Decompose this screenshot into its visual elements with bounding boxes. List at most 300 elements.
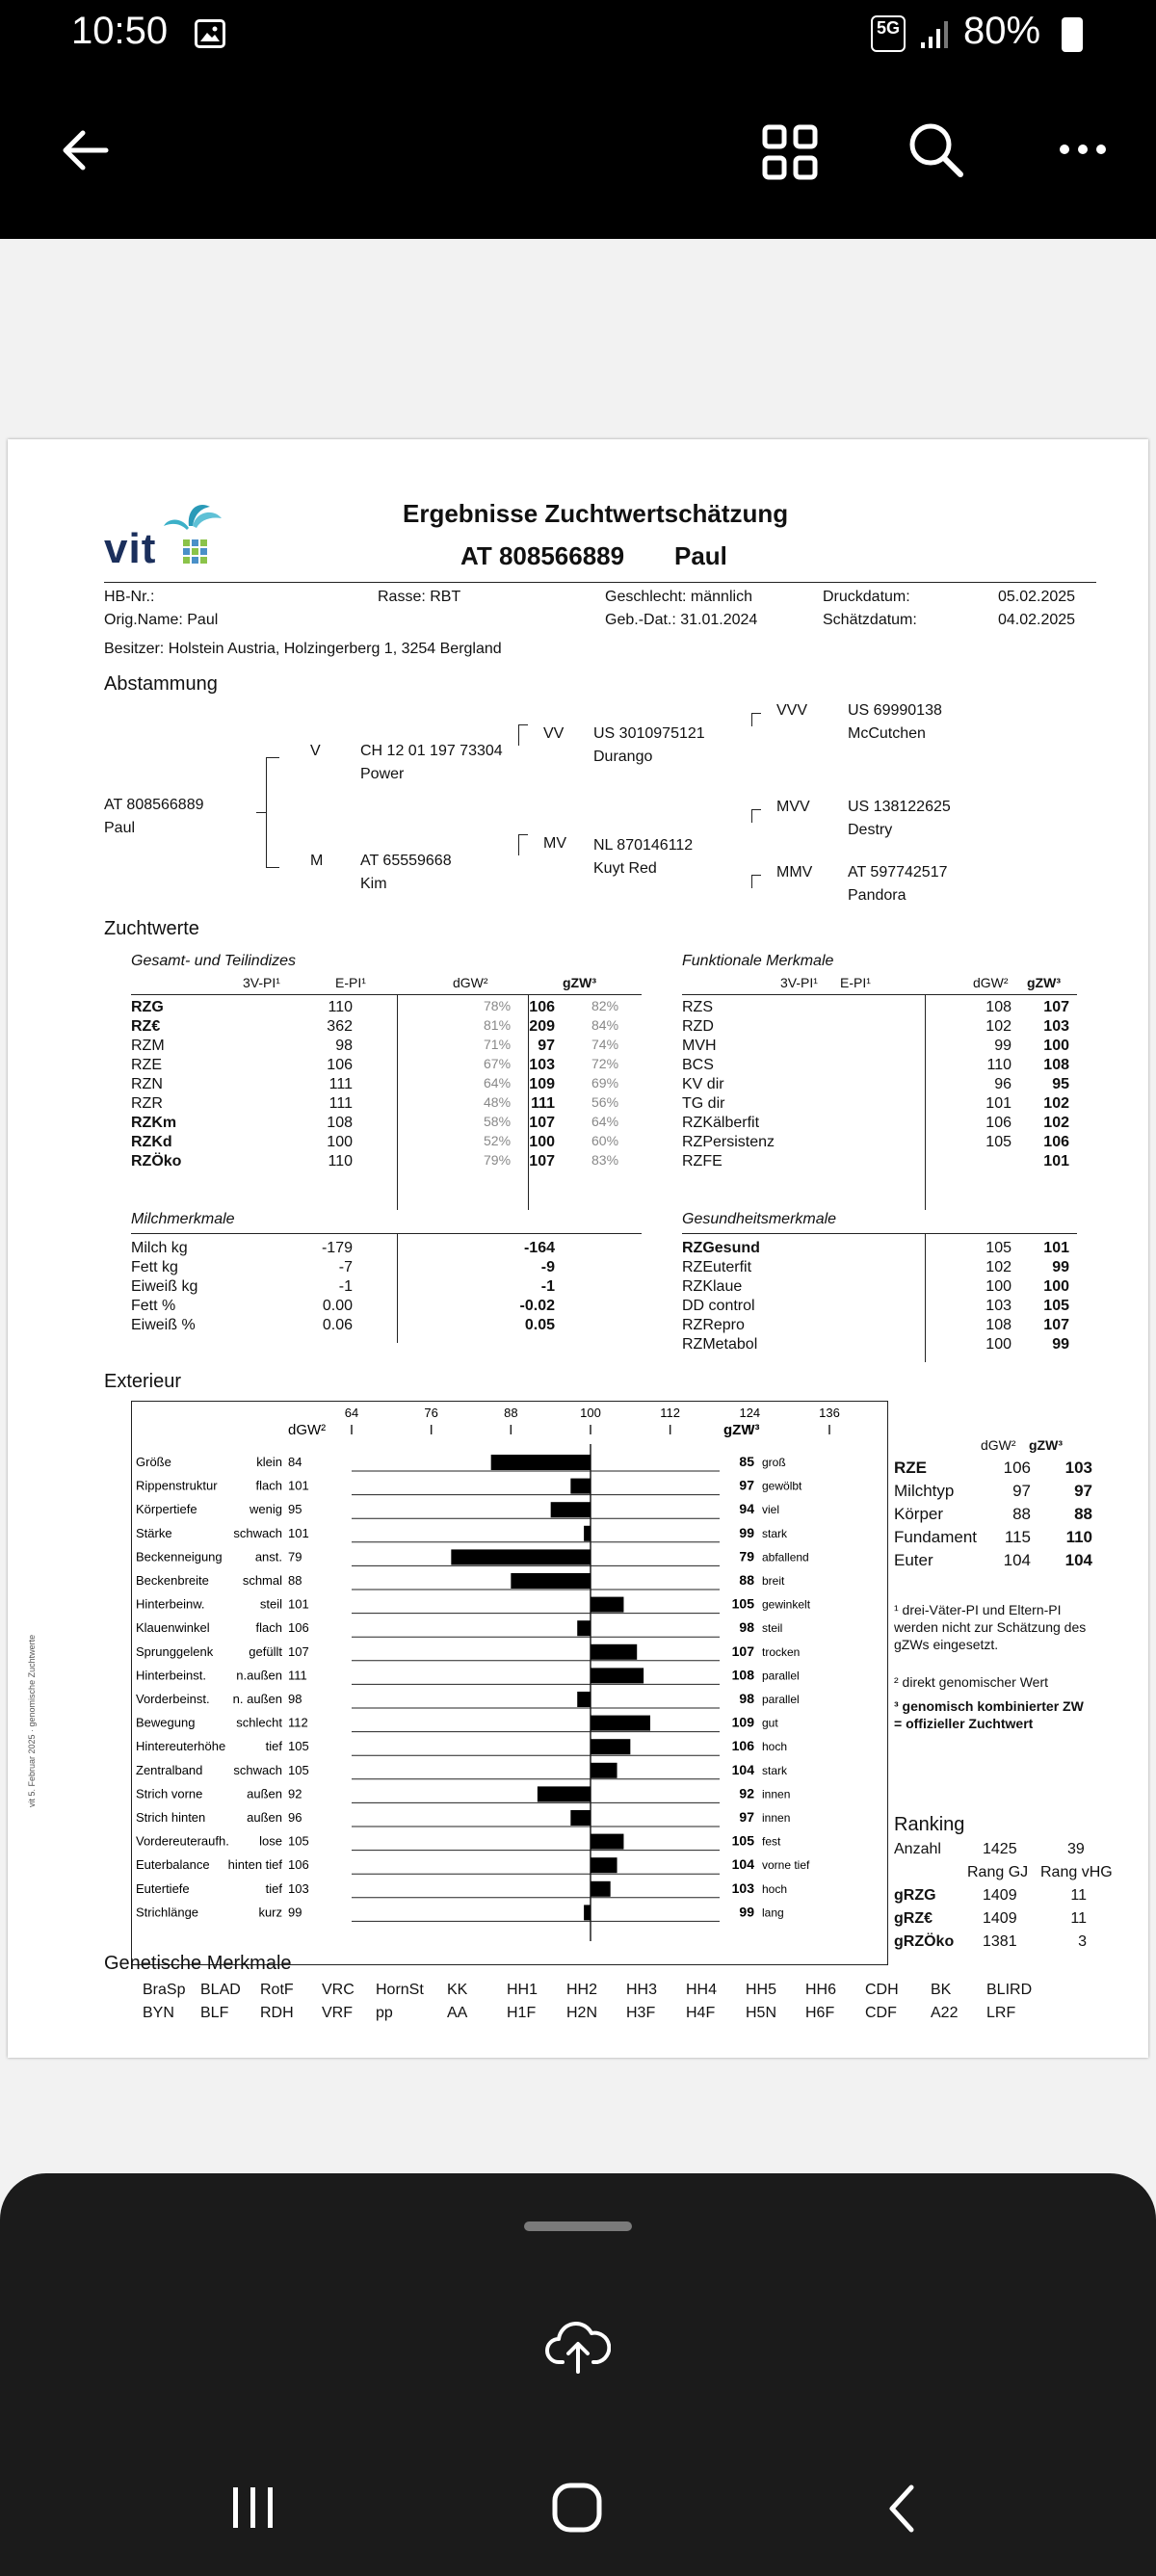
druckdatum-label: Druckdatum:	[823, 589, 910, 605]
milch-row	[131, 1297, 642, 1316]
milch-gzw: -9	[540, 1259, 555, 1275]
ext-gzw: 85	[739, 1454, 754, 1469]
schaetzdatum: 04.02.2025	[998, 612, 1076, 628]
doc-title: Ergebnisse Zuchtwertschätzung	[403, 499, 789, 528]
genetic-code: H3F	[626, 2005, 656, 2021]
funk-name: BCS	[682, 1057, 714, 1073]
pedigree-m-label: M	[310, 853, 324, 869]
gesamt-dgw: 111	[328, 1076, 353, 1092]
ext-sum-h-gzw: gZW³	[1029, 1437, 1063, 1453]
ranking-row	[894, 1932, 1096, 1956]
gesamt-gzw: 107	[529, 1153, 555, 1170]
ranking-name: gRZÖko	[894, 1933, 955, 1950]
milch-gzw: -0.02	[519, 1298, 555, 1314]
gesamt-dgw-rel: 64%	[484, 1075, 512, 1091]
milch-dgw: 0.00	[322, 1298, 353, 1314]
gesamt-dgw: 98	[335, 1038, 353, 1054]
funk-name: RZS	[682, 999, 713, 1015]
ext-h-dgw: dGW²	[288, 1422, 327, 1438]
funk-row	[682, 1152, 1077, 1171]
logo-text: vit	[104, 525, 157, 572]
ext-dgw: 101	[288, 1596, 309, 1612]
ranking-vhg: 11	[1070, 1887, 1087, 1904]
ext-trait-name: Sprunggelenk	[136, 1643, 214, 1659]
milch-dgw: 0.06	[322, 1317, 353, 1333]
milch-table	[131, 1239, 642, 1335]
ext-axis-label: 64	[344, 1406, 359, 1420]
funk-dgw: 108	[985, 999, 1012, 1015]
pedigree-mmv-id: AT 597742517	[848, 864, 948, 881]
ext-gzw: 99	[739, 1904, 754, 1920]
gesamt-h-3vpi: 3V-PI¹	[243, 975, 280, 990]
ranking-anzahl: 1425	[983, 1841, 1017, 1857]
ranking-gj: 1409	[983, 1887, 1017, 1904]
gesamt-gzw-rel: 56%	[591, 1094, 619, 1110]
genetic-code: pp	[376, 2005, 393, 2021]
ext-dgw: 84	[288, 1455, 302, 1469]
ext-trait-name: Bewegung	[136, 1715, 196, 1730]
more-options-icon[interactable]	[1058, 143, 1108, 161]
home-icon[interactable]	[551, 2482, 605, 2540]
genetic-code: VRF	[322, 2005, 353, 2021]
gesund-dgw: 108	[985, 1317, 1012, 1333]
gesamt-row	[131, 998, 642, 1017]
gesund-row	[682, 1297, 1077, 1316]
gesamt-dgw: 362	[327, 1018, 353, 1035]
genetic-code: HH4	[686, 1982, 718, 1998]
gesund-row	[682, 1335, 1077, 1354]
pedigree-mmv-name: Pandora	[848, 887, 906, 904]
ext-left-label: tief	[265, 1880, 282, 1896]
ext-left-label: schlecht	[236, 1715, 282, 1730]
genetic-code: HH5	[746, 1982, 777, 1998]
grid-view-icon[interactable]	[761, 123, 819, 186]
cloud-upload-icon[interactable]	[545, 2320, 611, 2379]
genetic-code: BK	[931, 1982, 952, 1998]
ext-trait-name: Strichlänge	[136, 1905, 199, 1920]
milch-dgw: -7	[338, 1259, 353, 1275]
ext-bar	[577, 1620, 591, 1636]
ext-left-label: außen	[247, 1786, 282, 1801]
gesund-name: DD control	[682, 1298, 755, 1314]
ext-sum-row	[894, 1551, 1100, 1574]
funk-title: Funktionale Merkmale	[682, 953, 834, 969]
ext-sum-name: Körper	[894, 1505, 944, 1523]
funk-row	[682, 998, 1077, 1017]
ext-bar	[591, 1881, 611, 1897]
ext-right-label: vorne tief	[762, 1858, 810, 1873]
ext-right-label: parallel	[762, 1693, 800, 1706]
ext-axis-label: 112	[660, 1406, 681, 1420]
milch-gzw: 0.05	[524, 1317, 555, 1333]
funk-row	[682, 1133, 1077, 1152]
milch-gzw: -1	[540, 1278, 555, 1295]
genetic-code: HH2	[566, 1982, 598, 1998]
gesund-row	[682, 1258, 1077, 1277]
ext-dgw: 88	[288, 1573, 302, 1588]
ext-sum-gzw: 104	[1064, 1551, 1092, 1569]
gesamt-table	[131, 998, 642, 1171]
pedigree-mvv-name: Destry	[848, 822, 893, 838]
ext-bar	[591, 1716, 650, 1731]
ext-gzw: 98	[739, 1691, 754, 1706]
milch-name: Eiweiß kg	[131, 1278, 198, 1295]
gesamt-gzw: 107	[529, 1115, 555, 1131]
search-icon[interactable]	[906, 119, 965, 184]
gesamt-dgw: 106	[327, 1057, 353, 1073]
ext-right-label: steil	[762, 1621, 783, 1636]
ranking-gj: 1409	[983, 1910, 1017, 1927]
ext-gzw: 109	[731, 1714, 754, 1730]
ext-gzw: 97	[739, 1809, 754, 1825]
funk-h-epi: E-PI¹	[840, 975, 871, 990]
ext-h-gzw: gZW³	[723, 1422, 760, 1438]
ext-dgw: 106	[288, 1857, 309, 1873]
ext-gzw: 104	[731, 1856, 754, 1873]
ext-trait-name: Strich vorne	[136, 1786, 203, 1801]
funk-dgw: 96	[994, 1076, 1012, 1092]
gesamt-name: RZ€	[131, 1018, 161, 1035]
back-arrow-icon[interactable]	[58, 123, 112, 182]
gesamt-gzw: 209	[529, 1018, 555, 1035]
gesamt-row	[131, 1075, 642, 1094]
ext-gzw: 98	[739, 1619, 754, 1636]
ext-trait-name: Beckenneigung	[136, 1549, 223, 1564]
gesamt-dgw-rel: 67%	[484, 1056, 512, 1071]
funk-gzw: 106	[1043, 1134, 1069, 1150]
network-label: 5G	[876, 18, 900, 38]
ext-gzw: 105	[731, 1595, 754, 1612]
ext-right-label: stark	[762, 1763, 788, 1777]
ext-gzw: 107	[731, 1643, 754, 1659]
funk-gzw: 103	[1043, 1018, 1069, 1035]
gesund-row	[682, 1277, 1077, 1297]
ext-axis-label: 76	[424, 1406, 438, 1420]
funk-name: RZPersistenz	[682, 1134, 775, 1150]
gallery-notification-icon	[195, 19, 225, 48]
genetic-code: AA	[447, 2005, 468, 2021]
recent-apps-icon[interactable]	[229, 2485, 277, 2535]
genetic-code: CDH	[865, 1982, 899, 1998]
genetic-code: KK	[447, 1982, 468, 1998]
status-time: 10:50	[71, 10, 169, 52]
ext-trait-name: Beckenbreite	[136, 1573, 209, 1588]
ext-dgw: 105	[288, 1739, 309, 1754]
ext-sum-name: Euter	[894, 1551, 933, 1569]
pedigree-mv-label: MV	[543, 835, 566, 852]
ext-left-label: schmal	[242, 1573, 282, 1588]
ext-sum-gzw: 88	[1074, 1505, 1092, 1523]
besitzer: Besitzer: Holstein Austria, Holzingerberg 1, 3254 Bergland	[104, 641, 502, 657]
pedigree-mv-name: Kuyt Red	[593, 860, 657, 877]
ext-left-label: n.außen	[236, 1668, 282, 1683]
gesund-dgw: 105	[985, 1240, 1012, 1256]
ext-bar	[591, 1857, 617, 1873]
gesamt-gzw: 97	[538, 1038, 555, 1054]
funk-name: KV dir	[682, 1076, 724, 1092]
ext-right-label: stark	[762, 1526, 788, 1540]
gesamt-name: RZN	[131, 1076, 163, 1092]
ext-gzw: 99	[739, 1524, 754, 1540]
ext-sum-name: Milchtyp	[894, 1482, 955, 1500]
genetic-row-1	[104, 1981, 1067, 2002]
gesamt-title: Gesamt- und Teilindizes	[131, 953, 297, 969]
gesamt-name: RZR	[131, 1095, 163, 1112]
ext-right-label: breit	[762, 1574, 785, 1588]
gesamt-gzw: 106	[529, 999, 555, 1015]
gesund-gzw: 101	[1043, 1240, 1069, 1256]
ext-sum-h-dgw: dGW²	[981, 1437, 1016, 1453]
ext-dgw: 105	[288, 1833, 309, 1849]
ext-dgw: 92	[288, 1786, 302, 1801]
ext-bar	[451, 1549, 591, 1564]
gesamt-row	[131, 1133, 642, 1152]
pedigree-mvv-label: MVV	[776, 799, 810, 815]
genetic-code: LRF	[986, 2005, 1016, 2021]
ext-sum-gzw: 97	[1074, 1482, 1092, 1500]
gesamt-dgw: 110	[328, 999, 353, 1015]
gesamt-gzw-rel: 69%	[591, 1075, 619, 1091]
funk-row	[682, 1114, 1077, 1133]
gesund-name: RZGesund	[682, 1240, 760, 1256]
gesamt-gzw: 103	[529, 1057, 555, 1073]
funk-row	[682, 1075, 1077, 1094]
pedigree-vvv-name: McCutchen	[848, 725, 926, 742]
ext-sum-name: Fundament	[894, 1528, 977, 1546]
ext-left-label: wenig	[250, 1502, 282, 1517]
ext-gzw: 92	[739, 1785, 754, 1801]
pedigree-vv-name: Durango	[593, 749, 653, 765]
ext-right-label: gut	[762, 1716, 778, 1730]
ext-right-label: lang	[762, 1906, 784, 1920]
pedigree-m-id: AT 65559668	[360, 853, 452, 869]
milch-dgw: -1	[338, 1278, 353, 1295]
ranking-name: gRZ€	[894, 1910, 933, 1927]
gesamt-gzw-rel: 83%	[591, 1152, 619, 1168]
gesamt-row	[131, 1056, 642, 1075]
ext-dgw: 111	[288, 1668, 307, 1683]
genetic-code: H4F	[686, 2005, 716, 2021]
genetic-code: BraSp	[143, 1982, 186, 1998]
genetic-code: CDF	[865, 2005, 897, 2021]
funk-name: MVH	[682, 1038, 717, 1054]
gesamt-gzw-rel: 82%	[591, 998, 619, 1013]
ext-left-label: außen	[247, 1810, 282, 1825]
gesund-gzw: 99	[1052, 1259, 1069, 1275]
genetic-code: A22	[931, 2005, 959, 2021]
funk-gzw: 101	[1043, 1153, 1069, 1170]
pedigree-vvv-id: US 69990138	[848, 702, 942, 719]
gesund-name: RZMetabol	[682, 1336, 758, 1353]
milch-row	[131, 1239, 642, 1258]
ext-trait-name: Hinterbeinw.	[136, 1596, 205, 1612]
gesamt-gzw: 111	[531, 1095, 555, 1112]
status-bar	[0, 0, 1156, 75]
gesamt-dgw-rel: 71%	[484, 1037, 512, 1052]
ext-dgw: 107	[288, 1643, 309, 1659]
pedigree-vv-label: VV	[543, 725, 565, 742]
ext-trait-name: Hintereuterhöhe	[136, 1739, 226, 1754]
ext-axis-label: 124	[739, 1406, 761, 1420]
ranking-table	[894, 1886, 1096, 1956]
ext-trait-name: Größe	[136, 1455, 171, 1469]
ext-bar	[551, 1502, 591, 1517]
ext-bar	[591, 1834, 623, 1850]
gesund-gzw: 100	[1043, 1278, 1069, 1295]
ext-right-label: hoch	[762, 1740, 788, 1754]
ranking-row	[894, 1886, 1096, 1909]
ext-left-label: anst.	[254, 1549, 282, 1564]
app-toolbar	[0, 75, 1156, 239]
milch-name: Milch kg	[131, 1240, 188, 1256]
exterieur-bars	[132, 1402, 887, 1964]
gesamt-name: RZM	[131, 1038, 165, 1054]
ext-left-label: steil	[259, 1596, 282, 1612]
ext-sum-dgw: 88	[1012, 1505, 1031, 1523]
milch-name: Eiweiß %	[131, 1317, 196, 1333]
ext-right-label: hoch	[762, 1881, 788, 1896]
ext-dgw: 112	[288, 1715, 308, 1730]
footnote-2: ² direkt genomischer Wert	[894, 1674, 1049, 1690]
battery-percent: 80%	[963, 10, 1041, 52]
gesamt-gzw-rel: 64%	[591, 1114, 619, 1129]
gesamt-row	[131, 1017, 642, 1037]
ext-right-label: gewinkelt	[762, 1597, 811, 1612]
milch-row	[131, 1316, 642, 1335]
ext-gzw: 94	[739, 1501, 754, 1517]
ext-left-label: schwach	[233, 1525, 282, 1540]
drag-handle[interactable]	[524, 2221, 632, 2231]
ext-left-label: tief	[265, 1739, 282, 1754]
funk-table	[682, 998, 1077, 1171]
ext-bar	[491, 1455, 591, 1470]
genetic-code: H1F	[507, 2005, 537, 2021]
genetic-code: BLIRD	[986, 1982, 1033, 1998]
funk-dgw: 106	[985, 1115, 1012, 1131]
funk-row	[682, 1056, 1077, 1075]
ext-gzw: 106	[731, 1738, 754, 1754]
milch-gzw: -164	[523, 1240, 555, 1256]
ext-right-label: parallel	[762, 1669, 800, 1683]
gesamt-name: RZKm	[131, 1115, 177, 1131]
ext-bar	[584, 1526, 591, 1541]
document-page	[8, 439, 1148, 2058]
ext-sum-dgw: 106	[1003, 1459, 1031, 1477]
ext-dgw: 101	[288, 1478, 309, 1493]
ext-right-label: innen	[762, 1811, 791, 1825]
gesamt-dgw: 111	[328, 1095, 353, 1112]
ranking-col1: Rang GJ	[967, 1864, 1029, 1880]
ext-trait-name: Körpertiefe	[136, 1502, 197, 1517]
milch-title: Milchmerkmale	[131, 1211, 235, 1227]
ext-left-label: flach	[255, 1478, 282, 1493]
ext-trait-name: Strich hinten	[136, 1810, 206, 1825]
ext-right-label: viel	[762, 1503, 780, 1517]
gesamt-row	[131, 1094, 642, 1114]
ranking-row	[894, 1909, 1096, 1932]
ext-bar	[511, 1573, 591, 1589]
ext-bar	[570, 1479, 591, 1494]
ext-sum-row	[894, 1528, 1100, 1551]
funk-dgw: 110	[986, 1057, 1012, 1073]
milch-row	[131, 1258, 642, 1277]
ranking-name: gRZG	[894, 1887, 936, 1904]
gesamt-dgw-rel: 58%	[484, 1114, 512, 1129]
ext-bar	[591, 1763, 617, 1778]
gesamt-row	[131, 1114, 642, 1133]
gesund-table	[682, 1239, 1077, 1354]
animal-name: Paul	[674, 541, 727, 570]
ext-left-label: klein	[256, 1455, 282, 1469]
genetic-code: RDH	[260, 2005, 294, 2021]
nav-back-icon[interactable]	[884, 2482, 919, 2540]
ext-sum-dgw: 97	[1012, 1482, 1031, 1500]
funk-row	[682, 1017, 1077, 1037]
funk-dgw: 101	[985, 1095, 1012, 1112]
ext-gzw: 103	[731, 1879, 754, 1896]
funk-name: RZKälberfit	[682, 1115, 760, 1131]
ext-sum-dgw: 115	[1004, 1528, 1031, 1546]
side-footer-text: vit 5. Februar 2025 · genomische Zuchtwerte	[27, 1634, 37, 1807]
ext-axis-label: 136	[819, 1406, 840, 1420]
rasse: Rasse: RBT	[378, 589, 461, 605]
gesamt-h-gzw: gZW³	[563, 975, 596, 990]
gesund-gzw: 105	[1043, 1298, 1069, 1314]
pedigree-v-id: CH 12 01 197 73304	[360, 743, 503, 759]
funk-h-gzw: gZW³	[1027, 975, 1061, 990]
ext-sum-row	[894, 1505, 1100, 1528]
ext-left-label: lose	[259, 1833, 282, 1849]
ext-sum-row	[894, 1459, 1100, 1482]
funk-dgw: 99	[994, 1038, 1012, 1054]
ext-sum-gzw: 103	[1064, 1459, 1092, 1477]
gesamt-dgw: 110	[328, 1153, 353, 1170]
ext-trait-name: Rippenstruktur	[136, 1478, 218, 1493]
pedigree-vv-id: US 3010975121	[593, 725, 705, 742]
funk-h-dgw: dGW²	[973, 975, 1009, 990]
gesund-gzw: 107	[1043, 1317, 1069, 1333]
ext-dgw: 103	[288, 1880, 309, 1896]
funk-row	[682, 1094, 1077, 1114]
ext-axis-label: 88	[504, 1406, 518, 1420]
gesamt-name: RZE	[131, 1057, 162, 1073]
ext-gzw: 79	[739, 1548, 754, 1564]
funk-name: RZFE	[682, 1153, 722, 1170]
milch-row	[131, 1277, 642, 1297]
pedigree-vvv-label: VVV	[776, 702, 808, 719]
ext-right-label: groß	[762, 1456, 786, 1469]
genetic-code: HH3	[626, 1982, 658, 1998]
ranking-col2: Rang vHG	[1040, 1864, 1113, 1880]
genetic-row-2	[104, 2004, 1067, 2025]
footnote-3: ³ genomisch kombinierter ZW = offizieller Zuchtwert	[894, 1698, 1084, 1732]
gesamt-row	[131, 1037, 642, 1056]
gesund-dgw: 100	[985, 1336, 1012, 1353]
footnote-1: ¹ drei-Väter-PI und Eltern-PI werden nicht zur Schätzung des gZWs eingesetzt.	[894, 1602, 1087, 1653]
gesamt-h-dgw: dGW²	[453, 975, 488, 990]
pedigree-self-name: Paul	[104, 820, 136, 836]
ext-trait-name: Hinterbeinst.	[136, 1668, 206, 1683]
ext-dgw: 79	[288, 1549, 302, 1564]
ext-dgw: 96	[288, 1810, 302, 1825]
genetic-code: H5N	[746, 2005, 777, 2021]
ext-sum-gzw: 110	[1065, 1528, 1092, 1546]
ext-dgw: 106	[288, 1620, 309, 1636]
ext-left-label: gefüllt	[249, 1643, 282, 1659]
gesamt-gzw-rel: 60%	[591, 1133, 619, 1148]
ext-sum-dgw: 104	[1003, 1551, 1031, 1569]
funk-gzw: 102	[1043, 1115, 1069, 1131]
